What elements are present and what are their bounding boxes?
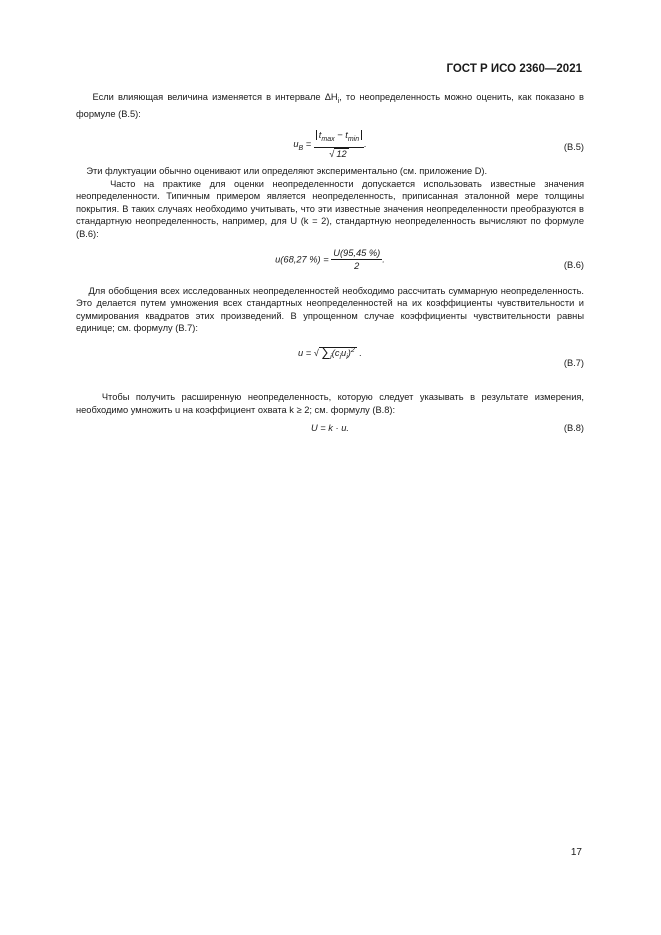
formula-b6: u(68,27 %) = $\frac{U(95,45 \%)}{2}$ . (B.6) bbox=[275, 247, 584, 272]
paragraph-3: Часто на практике для оценки неопределенности допускается использовать известные значения неопределенности. Типичным примером является неопределенность, приписанная эталонной мере толщины покрытия. В таких случаях необходимо учитывать, что эти известные значения неопределенности преобразуются в стандартную неопределенность, например, для U (k = 2), стандартную неопределенность вычисляют по формуле (B.6): bbox=[76, 178, 584, 240]
formula-b7: u = √ $\sum_i(c_iu_i)^2$ . (B.7) bbox=[298, 344, 584, 368]
fraction-b6: $\frac{U(95,45 \%)}{2}$ bbox=[333, 247, 381, 272]
paragraph-4: Для обобщения всех исследованных неопределенностей необходимо рассчитать суммарную неопределенность. Это делается путем умножения всех стандартных неопределенностей на их коэффициенты чувствительности и суммирования квадратов этих произведений. В упрощенном случае коэффициенты чувствительности равны единице; см. формулу (B.7): bbox=[76, 285, 584, 334]
sqrt-b7: $\sum_i(c_iu_i)^2$ bbox=[320, 344, 355, 361]
standard-header: ГОСТ Р ИСО 2360—2021 bbox=[446, 63, 582, 75]
paragraph-1: Если влияющая величина изменяется в интервале $\Delta H_i$, то неопределенность можно оценить, как показано в формуле (B.5): bbox=[76, 92, 584, 120]
equation-number-b8: (B.8) bbox=[563, 423, 584, 434]
formula-b5: $u_B$ = $\frac{t_{max} - t_{min}}{√ 12}$ . (B.5) bbox=[293, 130, 584, 159]
paragraph-5: Чтобы получить расширенную неопределенность, которую следует указывать в результате измерения, необходимо умножить u на коэффициент охвата k ≥ 2; см. формулу (B.8): bbox=[76, 391, 585, 415]
p1-subscript: i bbox=[337, 97, 340, 105]
equation-number-b5: (B.5) bbox=[563, 142, 584, 153]
page-number: 17 bbox=[570, 847, 582, 858]
equation-number-b7: (B.7) bbox=[563, 357, 584, 368]
document-body bbox=[76, 91, 584, 442]
equation-number-b6: (B.6) bbox=[563, 259, 584, 270]
fraction-b5: $\frac{t_{max} - t_{min}}{√ 12}$ bbox=[314, 129, 364, 160]
paragraph-2: Эти флуктуации обычно оценивают или определяют экспериментально (см. приложение D). bbox=[86, 166, 488, 177]
formula-b8: U = k · u. (B.8) bbox=[311, 423, 584, 434]
